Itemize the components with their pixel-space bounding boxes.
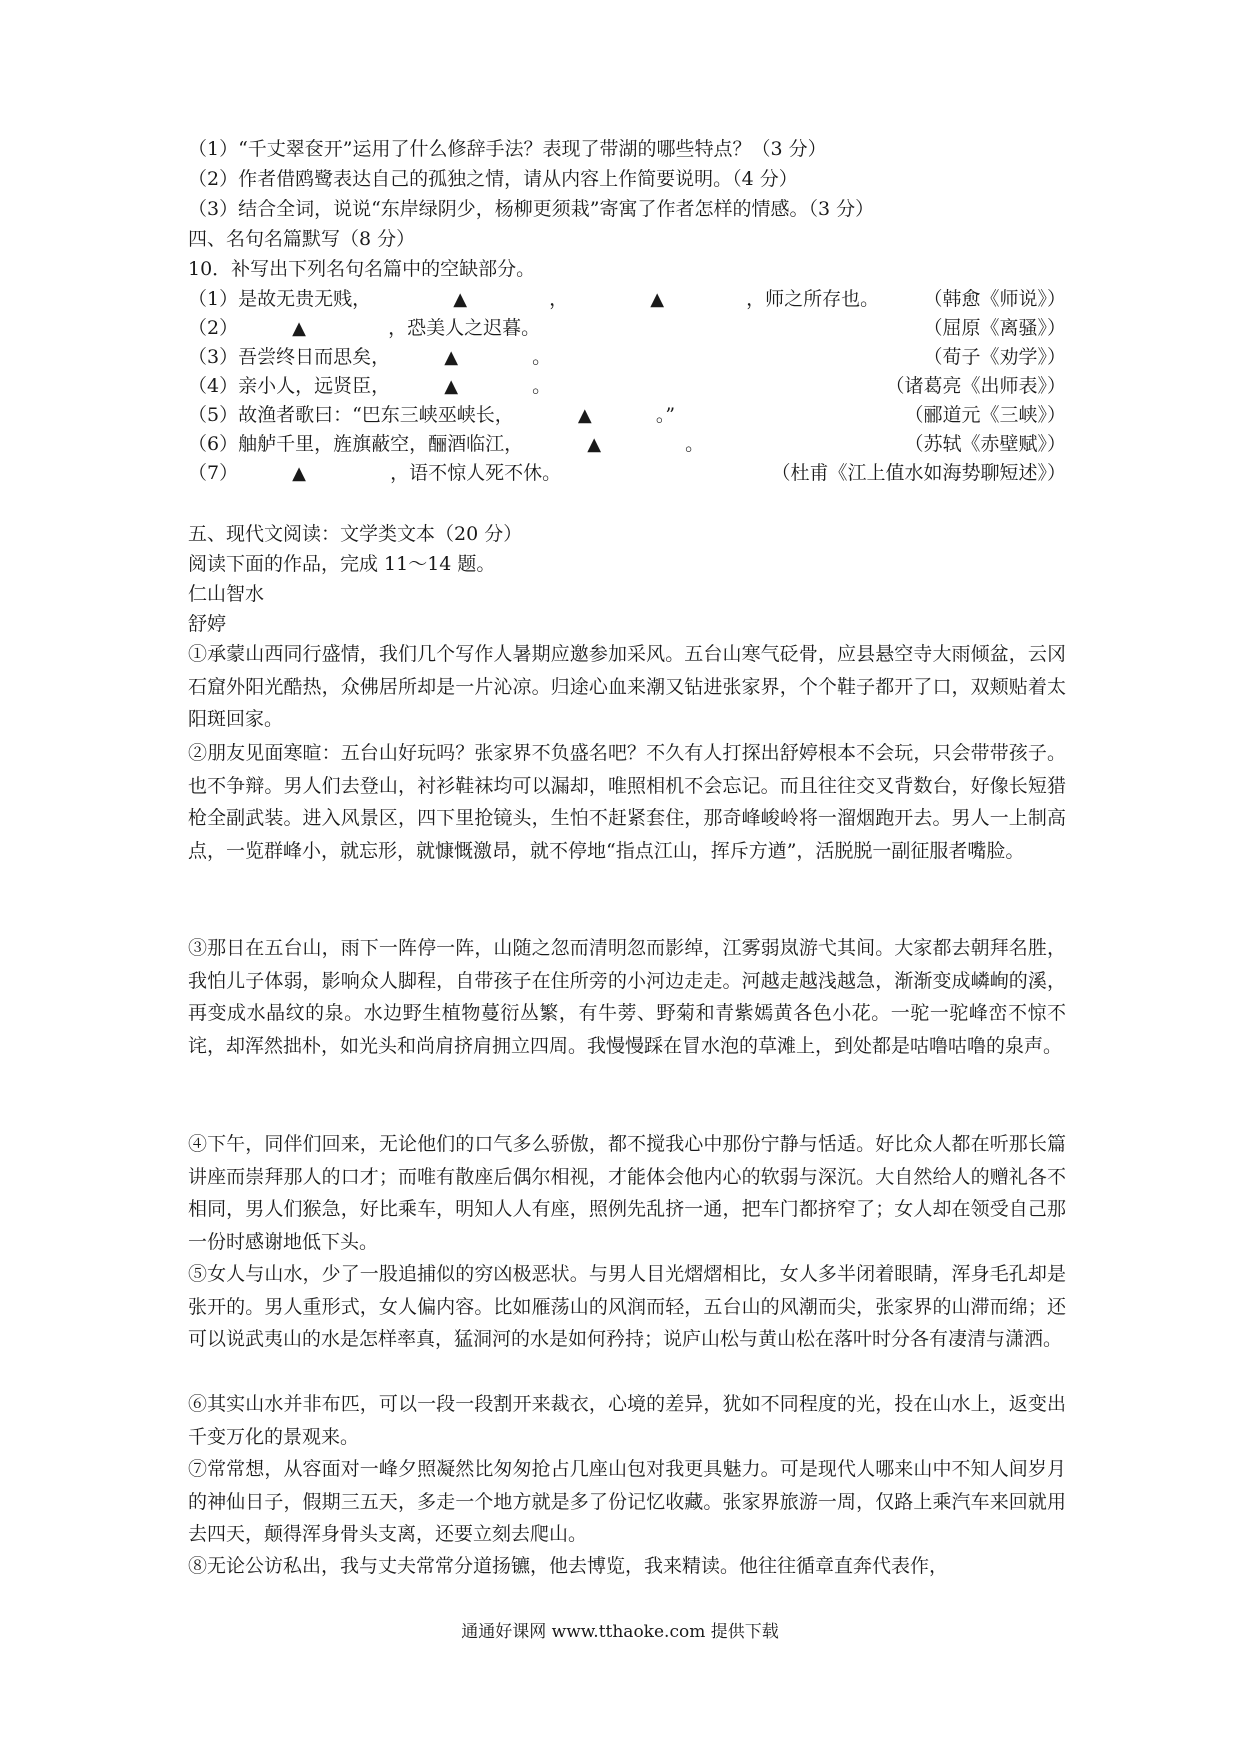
item-source: （杜甫《江上值水如海势聊短述》） xyxy=(771,462,1066,484)
blank-marker: ▲ xyxy=(444,376,459,397)
fill-blank-item-2: （2） ▲ ，恐美人之迟暮。 （屈原《离骚》） xyxy=(188,312,1066,344)
article-paragraph-1: ①承蒙山西同行盛情，我们几个写作人暑期应邀参加采风。五台山寒气砭骨，应县悬空寺大雨倾盆，云冈石窟外阳光酷热，众佛居所却是一片沁凉。归途心血来潮又钻进张家界，个个鞋子都开了口，双颊贴着太阳斑回家。 xyxy=(188,643,1066,730)
item-source: （韩愈《师说》） xyxy=(923,288,1066,310)
fill-blank-item-6: （6）舳舻千里，旌旗蔽空，酾酒临江， ▲ 。 （苏轼《赤壁赋》） xyxy=(188,428,1066,460)
article-paragraph-8: ⑧无论公访私出，我与丈夫常常分道扬镳，他去博览，我来精读。他往往循章直奔代表作， xyxy=(188,1555,949,1577)
article-paragraph-4: ④下午，同伴们回来，无论他们的口气多么骄傲，都不搅我心中那份宁静与恬适。好比众人都在听那长篇讲座而崇拜那人的口才；而唯有散座后偶尔相视，才能体会他内心的软弱与深沉。大自然给人的赠礼各不相同，男人们猴急，好比乘车，明知人人有座，照例先乱挤一通，把车门都挤窄了；女人却在领受自己那一份时感谢地低下头。 xyxy=(188,1133,1066,1253)
blank-marker: ▲ xyxy=(444,347,459,368)
question-9-3: （3）结合全词，说说“东岸绿阴少，杨柳更须栽”寄寓了作者怎样的情感。（3 分） xyxy=(188,198,875,220)
blank-marker: ▲ xyxy=(650,289,665,310)
section-4-heading: 四、名句名篇默写（8 分） xyxy=(188,228,416,250)
blank-marker: ▲ xyxy=(292,463,307,484)
item-source: （苏轼《赤壁赋》） xyxy=(904,433,1066,455)
article-paragraph-5: ⑤女人与山水，少了一股追捕似的穷凶极恶状。与男人目光熠熠相比，女人多半闭着眼睛，浑身毛孔却是张开的。男人重形式，女人偏内容。比如雁荡山的风润而轻，五台山的风潮而尖，张家界的山滞而绵；还可以说武夷山的水是怎样率真，猛洞河的水是如何矜持；说庐山松与黄山松在落叶时分各有凄清与潇洒。 xyxy=(188,1263,1066,1350)
item-source: （荀子《劝学》） xyxy=(923,346,1066,368)
article-paragraph-6: ⑥其实山水并非布匹，可以一段一段割开来裁衣，心境的差异，犹如不同程度的光，投在山水上，返变出千变万化的景观来。 xyxy=(188,1393,1066,1448)
article-title: 仁山智水 xyxy=(188,583,265,605)
blank-marker: ▲ xyxy=(577,405,592,426)
article-author: 舒婷 xyxy=(188,613,227,635)
item-source: （诸葛亮《出师表》） xyxy=(885,375,1066,397)
blank-marker: ▲ xyxy=(587,434,602,455)
item-source: （郦道元《三峡》） xyxy=(904,404,1066,426)
fill-blank-item-4: （4）亲小人，远贤臣， ▲ 。 （诸葛亮《出师表》） xyxy=(188,370,1066,402)
article-paragraph-3: ③那日在五台山，雨下一阵停一阵，山随之忽而清明忽而影绰，江雾弱岚游弋其间。大家都去朝拜名胜，我怕儿子体弱，影响众人脚程，自带孩子在住所旁的小河边走走。河越走越浅越急，渐渐变成嶙峋的溪，再变成水晶纹的泉。水边野生植物蔓衍丛繁，有牛蒡、野菊和青紫嫣黄各色小花。一驼一驼峰峦不惊不诧，却浑然拙朴，如光头和尚肩挤肩拥立四周。我慢慢踩在冒水泡的草滩上，到处都是咕噜咕噜的泉声。 xyxy=(188,937,1066,1057)
fill-blank-item-3: （3）吾尝终日而思矣， ▲ 。 （荀子《劝学》） xyxy=(188,341,1066,373)
question-9-2: （2）作者借鸥鹭表达自己的孤独之情，请从内容上作简要说明。（4 分） xyxy=(188,168,798,190)
blank-marker: ▲ xyxy=(292,318,307,339)
item-source: （屈原《离骚》） xyxy=(923,317,1066,339)
article-paragraph-7: ⑦常常想，从容面对一峰夕照凝然比匆匆抢占几座山包对我更具魅力。可是现代人哪来山中不知人间岁月的神仙日子，假期三五天，多走一个地方就是多了份记忆收藏。张家界旅游一周，仅路上乘汽车来回就用去四天，颠得浑身骨头支离，还要立刻去爬山。 xyxy=(188,1458,1066,1545)
section-5-heading: 五、现代文阅读：文学类文本（20 分） xyxy=(188,523,523,545)
fill-blank-item-7: （7） ▲ ，语不惊人死不休。 （杜甫《江上值水如海势聊短述》） xyxy=(188,457,1066,489)
question-9-1: （1）“千丈翠奁开”运用了什么修辞手法？表现了带湖的哪些特点？（3 分） xyxy=(188,138,827,160)
fill-blank-item-1: （1）是故无贵无贱， ▲ ， ▲ ，师之所存也。 （韩愈《师说》） xyxy=(188,283,1066,315)
section-5-instruction: 阅读下面的作品，完成 11～14 题。 xyxy=(188,553,496,575)
question-10-instruction: 10．补写出下列名句名篇中的空缺部分。 xyxy=(188,258,536,280)
fill-blank-item-5: （5）故渔者歌曰：“巴东三峡巫峡长， ▲ 。” （郦道元《三峡》） xyxy=(188,399,1066,431)
article-paragraph-2: ②朋友见面寒暄：五台山好玩吗？张家界不负盛名吧？不久有人打探出舒婷根本不会玩，只会带带孩子。也不争辩。男人们去登山，衬衫鞋袜均可以漏却，唯照相机不会忘记。而且往往交叉背数台，好像长短猎枪全副武装。进入风景区，四下里抢镜头，生怕不赶紧套住，那奇峰峻岭将一溜烟跑开去。男人一上制高点，一览群峰小，就忘形，就慷慨激昂，就不停地“指点江山，挥斥方遒”，活脱脱一副征服者嘴脸。 xyxy=(188,742,1066,862)
blank-marker: ▲ xyxy=(453,289,468,310)
download-footer: 通通好课网 www.tthaoke.com 提供下载 xyxy=(461,1622,779,1642)
